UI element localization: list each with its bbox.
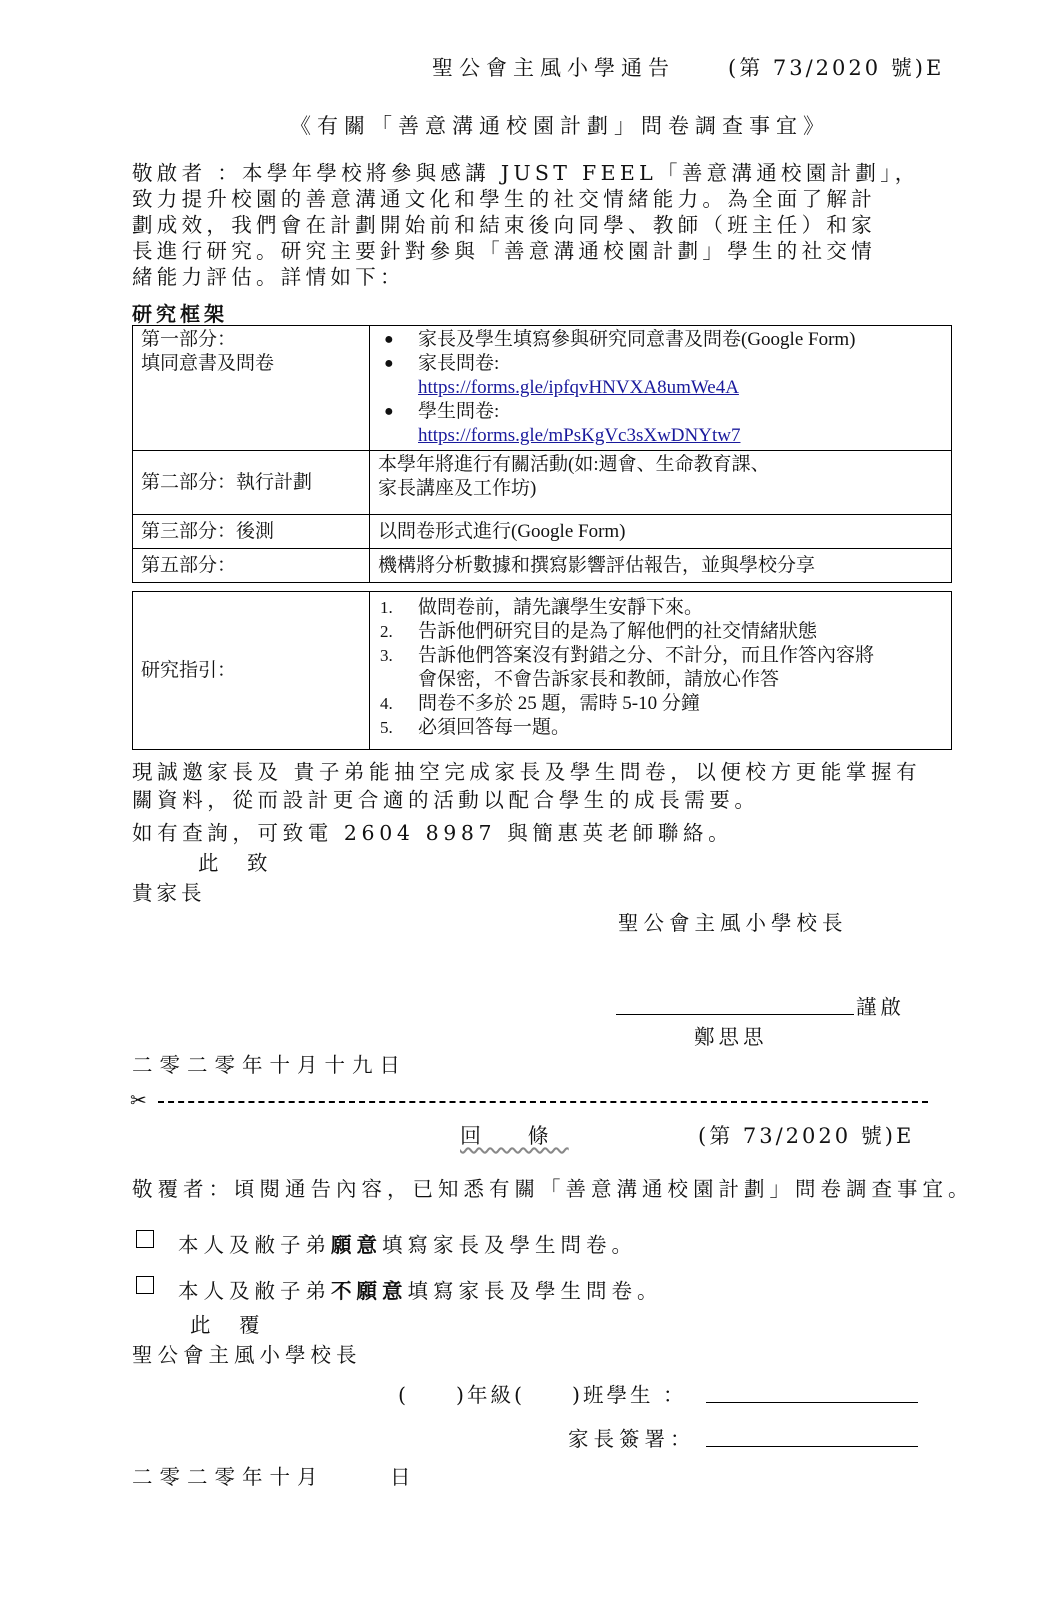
intro-line: 長進行研究。研究主要針對參與「善意溝通校園計劃」學生的社交情 (132, 239, 876, 263)
intro-line: 緒能力評估。詳情如下： (132, 265, 405, 289)
item-number: 4. (380, 694, 393, 713)
part1-label-cell (133, 326, 370, 451)
item-text: 會保密，不會告訴家長和教師，請放心作答 (418, 669, 780, 690)
option-emphasis: 願意 (331, 1233, 382, 1257)
intro-line: 劃成效，我們會在計劃開始前和結束後向同學、教師（班主任）和家 (132, 213, 876, 237)
item-number: 3. (380, 646, 393, 665)
school-notice-title: 聖公會主風小學通告 (432, 56, 675, 80)
enquiry-text: 如有查詢，可致電 2604 8987 與簡惠英老師聯絡。 (132, 821, 734, 845)
item-text: 必須回答每一題。 (418, 717, 571, 738)
guidelines-label: 研究指引： (133, 592, 370, 750)
reply-date: 二零二零年十月 (132, 1465, 325, 1489)
notice-subject: 《有關「善意溝通校園計劃」問卷調查事宜》 (290, 114, 830, 138)
part2-content-cell (370, 451, 952, 515)
part1-content-cell (370, 326, 952, 451)
intro-paragraph (132, 160, 952, 290)
guidelines-content-cell (370, 592, 952, 750)
list-item (378, 668, 943, 692)
item-number: 1. (380, 598, 393, 617)
recipient: 貴家長 (132, 881, 206, 905)
reply-addressee: 聖公會主風小學校長 (132, 1343, 362, 1367)
list-item (378, 620, 943, 644)
part1-sublabel: 填同意書及問卷 (141, 353, 275, 374)
invite-line: 現誠邀家長及 貴子弟能抽空完成家長及學生問卷，以便校方更能掌握有 (132, 760, 922, 784)
framework-title: 研究框架 (132, 302, 228, 326)
parent-signature-field[interactable] (706, 1446, 918, 1447)
list-item (378, 328, 943, 352)
reply-slip-title: 回 條 (460, 1124, 569, 1148)
option-text: 填寫家長及學生問卷。 (382, 1233, 637, 1257)
framework-table (132, 325, 952, 583)
bullet-text: 家長問卷: (418, 353, 500, 374)
reply-date-day: 日 (390, 1465, 411, 1489)
student-class-label: ( )年級( )班學生 ： (398, 1383, 687, 1407)
notice-date: 二零二零年十月十九日 (132, 1053, 407, 1077)
item-text: 做問卷前，請先讓學生安靜下來。 (418, 597, 704, 618)
part3-label: 第三部分：後測 (133, 515, 370, 549)
invite-line: 關資料，從而設計更合適的活動以配合學生的成長需要。 (132, 788, 760, 812)
option-text: 本人及敝子弟 (178, 1233, 331, 1257)
bullet-text: 家長及學生填寫參與研究同意書及問卷(Google Form) (418, 329, 856, 350)
table-row (133, 515, 952, 549)
signature-line (616, 1014, 854, 1015)
part2-line: 家長講座及工作坊) (378, 478, 537, 499)
agree-checkbox[interactable] (136, 1230, 154, 1248)
list-item (378, 716, 943, 740)
list-item (378, 644, 943, 668)
principal-name: 鄭思思 (694, 1025, 768, 1049)
parent-form-link[interactable]: https://forms.gle/ipfqvHNVXA8umWe4A (418, 377, 739, 398)
part2-line: 本學年將進行有關活動(如:週會、生命教育課、 (378, 454, 770, 475)
guidelines-table (132, 591, 952, 750)
intro-line: 敬啟者 ：本學年學校將參與感講 JUST FEEL「善意溝通校園計劃」， (132, 161, 920, 185)
item-text: 告訴他們研究目的是為了解他們的社交情緒狀態 (418, 621, 818, 642)
table-row (133, 592, 952, 750)
list-item (378, 692, 943, 716)
part5-label: 第五部分： (133, 549, 370, 583)
reply-notice-number: (第 73/2020 號)E (698, 1124, 915, 1148)
disagree-option-label (178, 1274, 663, 1304)
option-text: 填寫家長及學生問卷。 (407, 1279, 663, 1303)
item-number: 5. (380, 718, 393, 737)
table-row (133, 451, 952, 515)
option-text: 本人及敝子弟 (178, 1279, 331, 1303)
bullet-text: 學生問卷: (418, 401, 500, 422)
part2-label: 第二部分：執行計劃 (133, 451, 370, 515)
table-row (133, 326, 952, 451)
part1-label: 第一部分： (141, 329, 237, 350)
list-item (378, 400, 943, 448)
option-emphasis: 不願意 (331, 1279, 408, 1303)
part5-content: 機構將分析數據和撰寫影響評估報告，並與學校分享 (370, 549, 952, 583)
list-item (378, 352, 943, 400)
item-text: 問卷不多於 25 題，需時 5-10 分鐘 (418, 693, 700, 714)
invitation-paragraph (132, 758, 982, 814)
item-number: 2. (380, 622, 393, 641)
item-text: 告訴他們答案沒有對錯之分、不計分，而且作答內容將 (418, 645, 875, 666)
closing-cifu: 此 覆 (190, 1313, 264, 1337)
agree-option-label (178, 1228, 637, 1258)
reply-body: 敬覆者：頃閱通告內容，已知悉有關「善意溝通校園計劃」問卷調查事宜。 (132, 1177, 974, 1201)
table-row (133, 549, 952, 583)
notice-number: (第 73/2020 號)E (728, 56, 945, 80)
closing-jinqi: 謹啟 (856, 995, 905, 1019)
student-name-field[interactable] (706, 1402, 918, 1403)
student-form-link[interactable]: https://forms.gle/mPsKgVc3sXwDNYtw7 (418, 425, 741, 446)
disagree-checkbox[interactable] (136, 1276, 154, 1294)
intro-line: 致力提升校園的善意溝通文化和學生的社交情緒能力。為全面了解計 (132, 187, 876, 211)
principal-title: 聖公會主風小學校長 (618, 911, 848, 935)
scissors-icon: ✂ (130, 1088, 147, 1112)
list-item (378, 596, 943, 620)
cut-line (158, 1101, 928, 1103)
closing-cizhi: 此 致 (198, 851, 272, 875)
part3-content: 以問卷形式進行(Google Form) (370, 515, 952, 549)
parent-signature-label: 家長簽署： (568, 1427, 696, 1451)
